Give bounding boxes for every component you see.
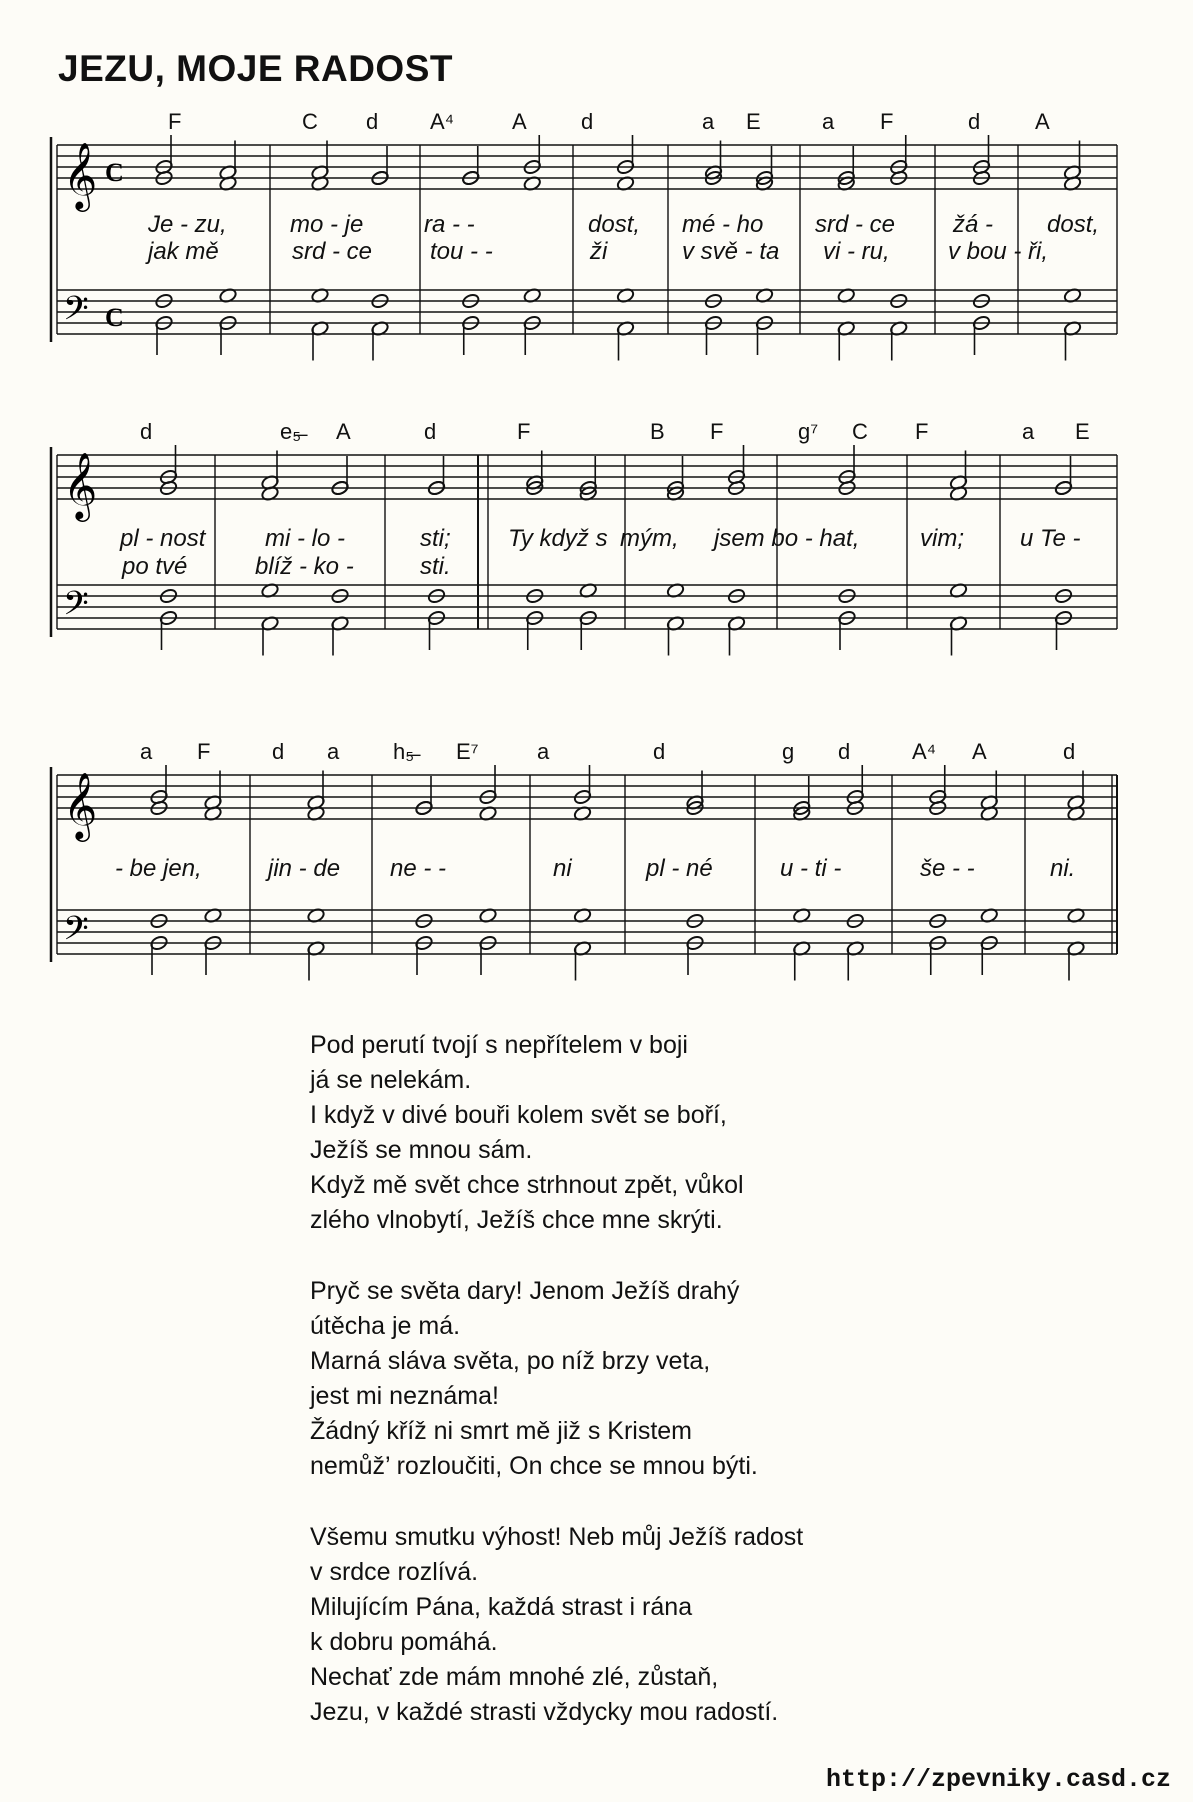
lyric-syllable: dost,: [588, 211, 641, 238]
chord-symbol: E⁷: [456, 739, 479, 764]
chord-symbol: A⁴: [430, 109, 455, 134]
lyric-syllable: v svě - ta: [682, 238, 780, 265]
verse-line: Pod perutí tvojí s nepřítelem v boji: [310, 1031, 688, 1059]
lyric-syllable: ži: [590, 238, 608, 265]
chord-symbols: [0, 419, 1193, 459]
lyric-syllable: ne - -: [390, 855, 447, 882]
lyric-syllable: blíž - ko -: [255, 553, 354, 580]
chord-symbol: a: [140, 739, 153, 764]
verse-line: k dobru pomáhá.: [310, 1628, 498, 1656]
verse-line: jest mi neznáma!: [310, 1382, 499, 1410]
chord-symbol: E: [1075, 419, 1090, 444]
verse-line: Milujícím Pána, každá strast i rána: [310, 1593, 693, 1621]
lyric-syllable: vi - ru,: [823, 238, 890, 265]
lyric-syllable: mo - je: [290, 211, 364, 238]
verse-line: Žádný kříž ni smrt mě již s Kristem: [310, 1417, 692, 1445]
lyric-syllable: jin - de: [268, 855, 341, 882]
verse-line: zlého vlnobytí, Ježíš chce mne skrýti.: [310, 1206, 723, 1234]
lyric-syllable: jsem bo - hat,: [714, 525, 860, 552]
verse-line: nemůž’ rozloučiti, On chce se mnou býti.: [310, 1452, 758, 1480]
lyric-syllable: srd - ce: [815, 211, 896, 238]
lyric-syllable: jak mě: [148, 238, 219, 265]
chord-symbol: C: [852, 419, 868, 444]
chord-symbol: a: [1022, 419, 1035, 444]
verse-stanza: [310, 1274, 803, 1484]
chord-symbol: d: [366, 109, 379, 134]
verse-line: v srdce rozlívá.: [310, 1558, 479, 1586]
chord-symbol: A: [512, 109, 527, 134]
common-time-icon: C: [105, 303, 124, 332]
verse-line: Když mě svět chce strhnout zpět, vůkol: [310, 1171, 744, 1199]
verse-line: Marná sláva světa, po níž brzy veta,: [310, 1347, 711, 1375]
lyric-syllable: v bou - ři,: [948, 238, 1049, 265]
music-system-1: [0, 105, 1193, 390]
verse-line: Pryč se světa dary! Jenom Ježíš drahý: [310, 1277, 740, 1305]
chord-symbol: A: [336, 419, 351, 444]
verse-line: já se nelekám.: [310, 1066, 472, 1094]
chord-symbol: g: [782, 739, 795, 764]
chord-symbol: a: [327, 739, 340, 764]
bass-clef-icon: 𝄢: [63, 910, 89, 956]
common-time-icon: C: [105, 158, 124, 187]
chord-symbol: E: [746, 109, 761, 134]
chord-symbol: g⁷: [798, 419, 819, 444]
chord-symbol: a: [822, 109, 835, 134]
chord-symbol: d: [272, 739, 285, 764]
chord-symbol: A⁴: [912, 739, 937, 764]
treble-clef-icon: 𝄞: [63, 771, 98, 839]
verse-line: Ježíš se mnou sám.: [310, 1136, 533, 1164]
lyric-syllable: pl - né: [646, 855, 713, 882]
chord-symbol: F: [168, 109, 182, 134]
chord-symbol: d: [581, 109, 594, 134]
verse-line: Jezu, v každé strasti vždycky mou radostí.: [310, 1698, 779, 1726]
chord-symbol: d: [424, 419, 437, 444]
chord-symbol: A: [1035, 109, 1050, 134]
bass-clef-icon: 𝄢: [63, 290, 89, 336]
lyric-syllable: pl - nost: [120, 525, 206, 552]
chord-symbols: [0, 109, 1193, 149]
chord-symbol: a: [702, 109, 715, 134]
treble-clef-icon: 𝄞: [63, 451, 98, 519]
chord-symbol: d: [653, 739, 666, 764]
chord-symbol: C: [302, 109, 318, 134]
chord-symbol: d: [140, 419, 153, 444]
lyric-syllable: vim;: [920, 525, 964, 552]
chord-symbol: A: [972, 739, 987, 764]
chord-symbol: B: [650, 419, 665, 444]
chord-symbol: F: [915, 419, 929, 444]
lyric-syllable: mým,: [620, 525, 679, 552]
lyric-syllable: Je - zu,: [148, 211, 227, 238]
verse-line: Všemu smutku výhost! Neb můj Ježíš radost: [310, 1523, 804, 1551]
lyric-syllable: dost,: [1047, 211, 1100, 238]
lyric-syllable: - be jen,: [115, 855, 202, 882]
lyric-syllable: ra - -: [424, 211, 475, 238]
lyric-syllable: Ty když s: [508, 525, 608, 552]
lyric-syllable: u - ti -: [780, 855, 842, 882]
verse-stanza: [310, 1028, 803, 1238]
verse-line: I když v divé bouři kolem svět se boří,: [310, 1101, 727, 1129]
lyric-syllable: tou - -: [430, 238, 493, 265]
chord-symbol: F: [880, 109, 894, 134]
chord-symbol: a: [537, 739, 550, 764]
source-url: http://zpevniky.casd.cz: [825, 1765, 1171, 1794]
chord-symbol: F: [197, 739, 211, 764]
music-system-2: [0, 420, 1193, 720]
lyric-syllable: ni.: [1050, 855, 1076, 882]
verse-line: Nechať zde mám mnohé zlé, zůstaň,: [310, 1663, 719, 1691]
lyric-syllable: sti.: [420, 553, 451, 580]
chord-symbol: d: [838, 739, 851, 764]
song-title: JEZU, MOJE RADOST: [58, 48, 453, 89]
verses: [310, 1028, 803, 1766]
lyric-syllable: sti;: [420, 525, 451, 552]
lyric-syllable: po tvé: [122, 553, 188, 580]
lyric-syllable: še - -: [920, 855, 975, 882]
lyric-syllable: žá -: [953, 211, 994, 238]
lyric-syllable: mé - ho: [682, 211, 764, 238]
music-system-3: [0, 740, 1193, 985]
lyric-syllable: srd - ce: [292, 238, 373, 265]
lyric-syllable: ni: [553, 855, 572, 882]
chord-symbol: d: [968, 109, 981, 134]
treble-clef-icon: 𝄞: [63, 141, 98, 209]
chord-symbol: e₅̶: [280, 419, 302, 444]
chord-symbols: [0, 739, 1193, 779]
lyric-syllable: mi - lo -: [265, 525, 345, 552]
lyric-syllable: u Te -: [1020, 525, 1081, 552]
chord-symbol: h₅̶: [393, 739, 415, 764]
verse-line: útěcha je má.: [310, 1312, 461, 1340]
chord-symbol: d: [1063, 739, 1076, 764]
verse-stanza: [310, 1520, 803, 1730]
chord-symbol: F: [710, 419, 724, 444]
bass-clef-icon: 𝄢: [63, 585, 89, 631]
chord-symbol: F: [517, 419, 531, 444]
